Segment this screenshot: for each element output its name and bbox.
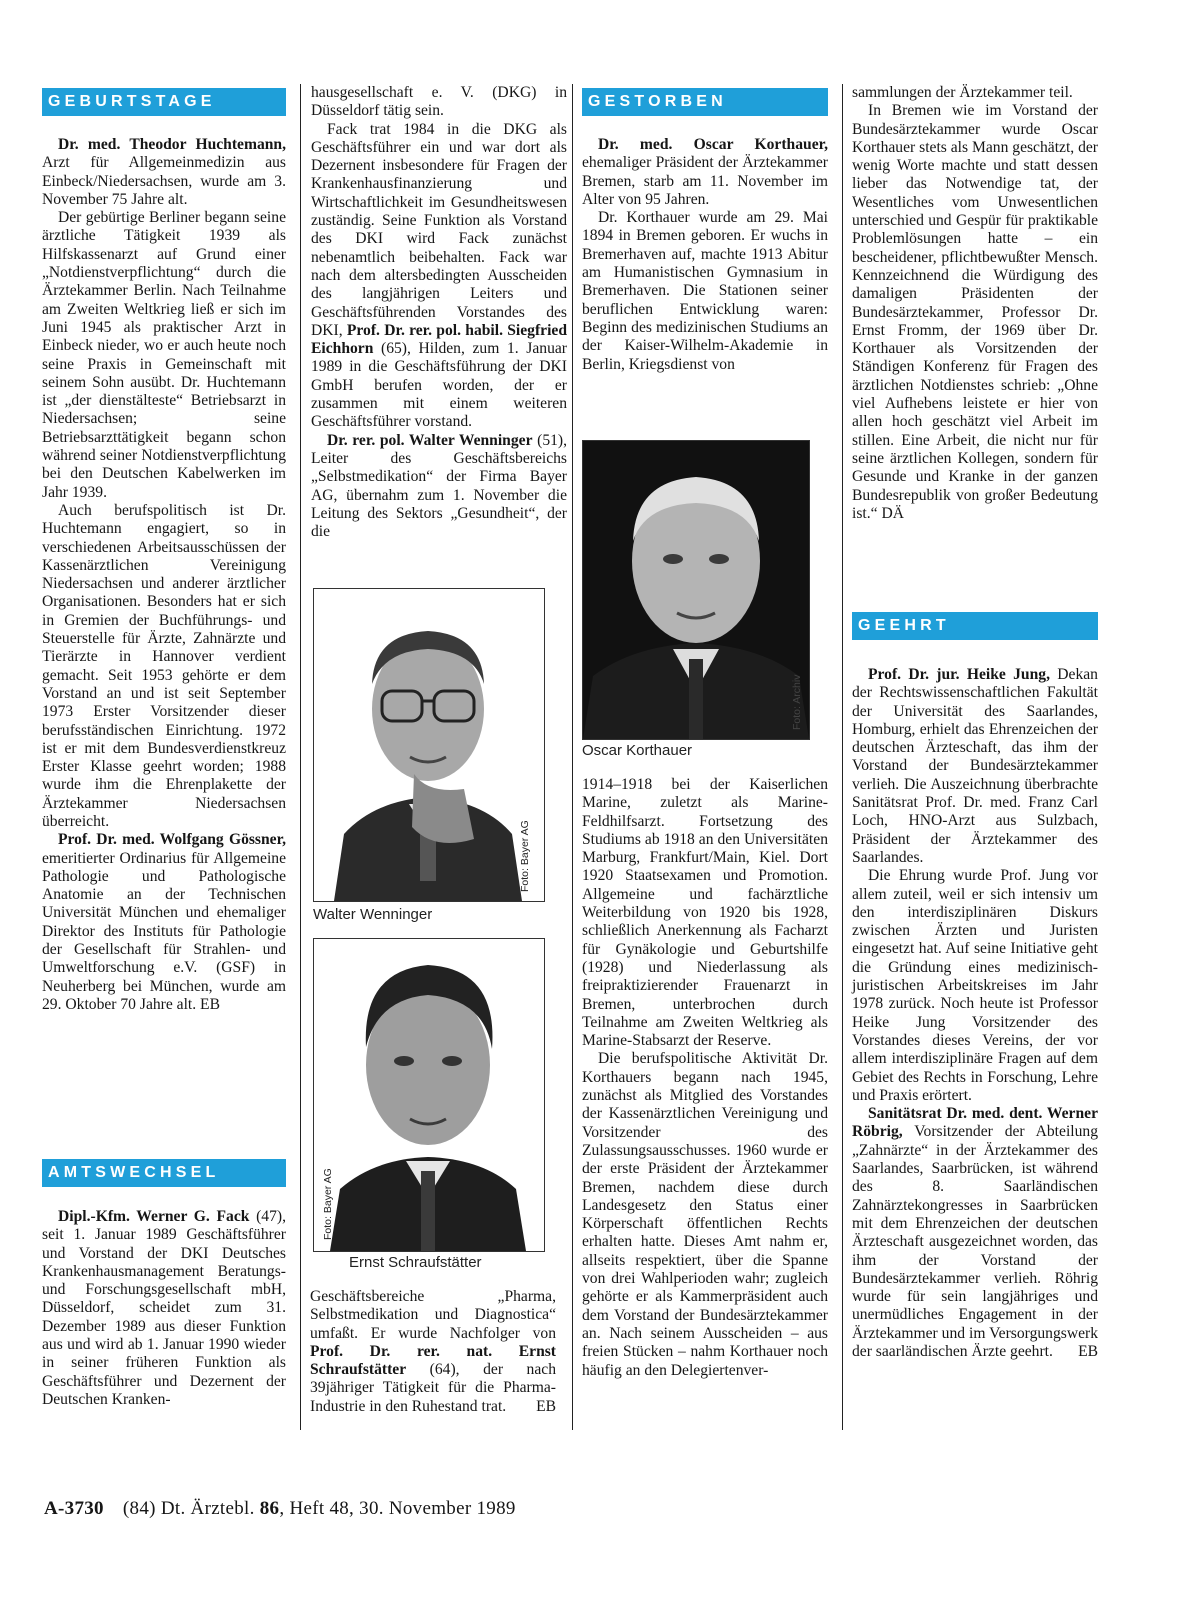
photo-credit-schraufstaetter: Foto: Bayer AG bbox=[322, 1168, 334, 1240]
article-korthauer-body-2: 1914–1918 bei der Kaiserlichen Marine, zuletzt als Marine-Feldhilfsarzt. Fortsetzung des Studiums ab 1918 an den Universitäten Marburg, Frankfurt/Main, Kiel. Dort 1920 Staatsexamen und Promotion. Allgemeine und fachärztliche Weiterbildung von 1920 bis 1928, schließlich Anerkennung als Facharzt für Gynäkologie und Geburtshilfe (1928) und Niederlassung als freipraktizierender Frauenarzt in Bremen, unterbrochen durch Teilnahme am Zweiten Weltkrieg als Marine-Stabsarzt der Reserve. bbox=[582, 776, 828, 1050]
column-2-rule-lower bbox=[300, 584, 301, 1430]
column-1-lower bbox=[42, 1208, 286, 1409]
journal-name: Dt. Ärztebl. bbox=[160, 1498, 255, 1519]
article-wenninger: Dr. rer. pol. Walter Wenninger (51), Leiter des Geschäftsbereichs „Selbstmedikation“ der Firma Bayer AG, übernahm zum 1. November die Leitung des Sektors „Gesundheit“, der die bbox=[311, 431, 568, 541]
column-2 bbox=[300, 84, 567, 584]
column-4-lower bbox=[852, 666, 1098, 1361]
section-header-geburtstage: GEBURTSTAGE bbox=[42, 88, 286, 116]
article-korthauer-body-1: Dr. Korthauer wurde am 29. Mai 1894 in Bremen geboren. Er wuchs in Bremerhaven auf, machte 1913 Abitur am Humanistischen Gymnasium in Bremerhaven. Die Stationen seiner beruflichen Entwicklung waren: Beginn des medizinischen Studiums an der Kaiser-Wilhelm-Akademie in Berlin, Kriegsdienst von bbox=[582, 209, 828, 373]
caption-ernst-schraufstaetter: Ernst Schraufstätter bbox=[349, 1254, 482, 1271]
column-3-lower bbox=[582, 776, 828, 1380]
article-huchtemann-lead: Dr. med. Theodor Huchtemann, Arzt für Allgemeinmedizin aus Einbeck/Niedersachsen, wurde am 3. November 75 Jahre alt. bbox=[42, 136, 286, 208]
article-huchtemann-body-2: Auch berufspolitisch ist Dr. Huchtemann engagiert, so in verschiedenen Arbeitsausschüssen der Kassenärztlichen Vereinigung Niedersachsen und anderer ärztlicher Organisationen. Besonders hat er sich in Gremien der Buchführungs- und Steuerstelle für Ärzte, Zahnärzte und Tierärzte in Hannover verdient gemacht. Seit 1953 gehörte er dem Vorstand an und ist seit September 1973 Erster Vorsitzender dieser berufsständischen Einrichtung. 1972 ist er mit dem Bundesverdienstkreuz Erster Klasse geehrt worden; 1988 wurde ihm die Ehrenplakette der Ärztekammer Niedersachsen überreicht. bbox=[42, 501, 286, 830]
article-korthauer-lead: Dr. med. Oscar Korthauer, ehemaliger Präsident der Ärztekammer Bremen, starb am 11. November im Alter von 95 Jahren. bbox=[582, 136, 828, 208]
article-huchtemann-body-1: Der gebürtige Berliner begann seine ärztliche Tätigkeit 1939 als Hilfskassenarzt auf Grund einer „Notdienstverpflichtung“ durch die Ärztekammer Berlin. Nach Teilnahme am Zweiten Weltkrieg ließ er sich im Juni 1945 als praktischer Arzt in Einbeck nieder, wo er auch heute noch seine Praxis in Gemeinschaft mit seinem Sohn ausübt. Dr. Huchtemann ist „der dienstälteste“ Betriebsarzt in Niedersachsen; seine Betriebsarzttätigkeit begann schon während seiner Notdienstverpflichtung bei den Deutschen Kabelwerken im Jahr 1939. bbox=[42, 209, 286, 501]
caption-walter-wenninger: Walter Wenninger bbox=[313, 906, 433, 923]
article-roebrig: Sanitätsrat Dr. med. dent. Werner Röbrig, Vorsitzender der Abteilung „Zahnärzte“ in der Ärztekammer des Saarlandes, Saarbrücken, ist während des 8. Saarländischen Zahnärztekongresses in Saarbrücken mit dem Ehrenzeichen der deutschen Ärzteschaft ausgezeichnet worden, das ihm der Vorstand der Bundesärztekammer verlieh. Röhrig wurde für sein langjähriges und unermüdliches Engagement in der Ärztekammer und im Versorgungswerk der saarländischen Ärzte geehrt. EB bbox=[852, 1105, 1098, 1360]
article-korthauer-cont: sammlungen der Ärztekammer teil. bbox=[852, 84, 1073, 101]
column-2-lower bbox=[310, 1288, 556, 1416]
section-header-geehrt: GEEHRT bbox=[852, 612, 1098, 640]
photo-walter-wenninger bbox=[313, 588, 545, 902]
page-number: (84) bbox=[122, 1498, 156, 1519]
article-fack: Dipl.-Kfm. Werner G. Fack (47), seit 1. Januar 1989 Geschäftsführer und Vorstand der DKI Deutsches Krankenhausmanagement Beratungs- und Forschungsgesellschaft mbH, Düsseldorf, scheidet zum 31. Dezember 1989 aus dieser Funktion aus und wird ab 1. Januar 1990 wieder in seiner früheren Funktion als Geschäftsführer und Dezernent der Deutschen Kranken- bbox=[42, 1208, 286, 1408]
photo-credit-korthauer: Foto: Archiv bbox=[791, 674, 803, 730]
journal-issue: , Heft 48, 30. November 1989 bbox=[279, 1498, 516, 1519]
column-3 bbox=[582, 136, 828, 374]
column-1 bbox=[42, 136, 286, 1014]
article-korthauer-end: In Bremen wie im Vorstand der Bundesärztekammer wurde Oscar Korthauer stets als Mann geschätzt, der wenig Worte machte und statt dessen lieber das Notwendige tat, der Wesentliches vom Unwesentlichen unterschied und Gespür für praktikable Problemlösungen hatte – ein bescheidener, pflichtbewußter Mensch. Kennzeichnend die Würdigung des damaligen Präsidenten der Bundesärztekammer, Professor Dr. Ernst Fromm, der 1969 über Dr. Korthauer als Vorsitzenden der Ständigen Konferenz für Fragen des ärztlichen Notdienstes schrieb: „Ohne viel Aufhebens leistete er hier von allen hoch geschätzt viel Arbeit im stillen. Eine Arbeit, die nicht nur für seine ärztlichen Kollegen, sondern für Gesunde und Kranke in der ganzen Bundesrepublik von großer Bedeutung ist.“ DÄ bbox=[852, 102, 1098, 522]
column-4 bbox=[852, 84, 1098, 523]
article-fack-body: Fack trat 1984 in die DKG als Geschäftsführer ein und war dort als Dezernent insbesondere für Fragen der Krankenhausfinanzierung und Wirtschaftlichkeit im Gesundheitswesen zuständig. Seine Funktion als Vorstand des DKI wird Fack zunächst nebenamtlich beibehalten. Fack war nach dem altersbedingten Ausscheiden des langjährigen Leiters und Geschäftsführenden Vorstandes des DKI, Prof. Dr. rer. pol. habil. Siegfried Eichhorn (65), Hilden, zum 1. Januar 1989 in die Geschäftsführung der DKI GmbH berufen worden, der er zusammen mit einem weiteren Geschäftsführer vorstand. bbox=[311, 120, 567, 431]
article-jung-body: Die Ehrung wurde Prof. Jung vor allem zuteil, weil er sich intensiv um den interdisziplinären Diskurs zwischen Ärzten und Juristen eingesetzt hat. Auf seine Initiative geht die Gründung eines medizinisch-juristischen Arbeitskreises im Jahr 1978 zurück. Noch heute ist Professor Heike Jung Vorsitzender des Vorstandes dieses Vereins, der vor allem interdisziplinäre Fragen auf dem Gebiet des Rechts in Forschung, Lehre und Praxis erörtert. bbox=[852, 867, 1098, 1104]
article-korthauer-body-3: Die berufspolitische Aktivität Dr. Korthauers begann nach 1945, zunächst als Mitglied des Vorstandes der Kassenärztlichen Vereinigung und Vorsitzender des Zulassungsausschusses. 1960 wurde er der erste Präsident der Ärztekammer Bremen, nachdem diese durch Landesgesetz den Status einer Körperschaft öffentlichen Rechts erhalten hatte. Dieses Amt nahm er, allseits respektiert, über die Spanne von drei Wahlperioden wahr; zugleich gehörte er als Kammerpräsident auch dem Vorstand der Bundesärztekammer an. Nach seinem Ausscheiden – aus freien Stücken – nahm Korthauer noch häufig an den Delegiertenver- bbox=[582, 1050, 828, 1379]
column-4-rule bbox=[842, 84, 843, 1430]
column-3-rule bbox=[572, 84, 573, 1430]
section-header-amtswechsel: AMTSWECHSEL bbox=[42, 1159, 286, 1187]
photo-oscar-korthauer bbox=[582, 440, 810, 740]
section-header-gestorben: GESTORBEN bbox=[582, 88, 828, 116]
page-code: A-3730 bbox=[44, 1498, 104, 1519]
portrait-image bbox=[314, 939, 544, 1251]
caption-oscar-korthauer: Oscar Korthauer bbox=[582, 742, 693, 759]
photo-ernst-schraufstaetter bbox=[313, 938, 545, 1252]
article-wenninger-cont: Geschäftsbereiche „Pharma, Selbstmedikation und Diagnostica“ umfaßt. Er wurde Nachfolger von Prof. Dr. rer. nat. Ernst Schraufstätter (64), der nach 39jähriger Tätigkeit für die Pharma-Industrie in den Ruhestand trat. EB bbox=[310, 1288, 556, 1415]
portrait-image bbox=[583, 441, 809, 739]
page-footer bbox=[44, 1498, 516, 1520]
article-fack-cont: hausgesellschaft e. V. (DKG) in Düsseldorf tätig sein. bbox=[311, 84, 567, 120]
article-jung-lead: Prof. Dr. jur. Heike Jung, Dekan der Rechtswissenschaftlichen Fakultät der Universität des Saarlandes, Homburg, erhielt das Ehrenzeichen der deutschen Ärzteschaft, das ihm der Vorstand der Bundesärztekammer verlieh. Die Auszeichnung überbrachte Sanitätsrat Prof. Dr. med. Franz Carl Loch, HNO-Arzt aus Sulzbach, Präsident der Ärztekammer des Saarlandes. bbox=[852, 666, 1098, 866]
portrait-image bbox=[314, 589, 544, 901]
journal-volume: 86 bbox=[259, 1498, 280, 1519]
photo-credit-wenninger: Foto: Bayer AG bbox=[519, 820, 531, 892]
article-goessner: Prof. Dr. med. Wolfgang Gössner, emeritierter Ordinarius für Allgemeine Pathologie und Pathologische Anatomie an der Technischen Universität München und ehemaliger Direktor des Instituts für Pathologie der Gesellschaft für Strahlen- und Umweltforschung e.V. (GSF) in Neuherberg bei München, wurde am 29. Oktober 70 Jahre alt. EB bbox=[42, 831, 286, 1013]
